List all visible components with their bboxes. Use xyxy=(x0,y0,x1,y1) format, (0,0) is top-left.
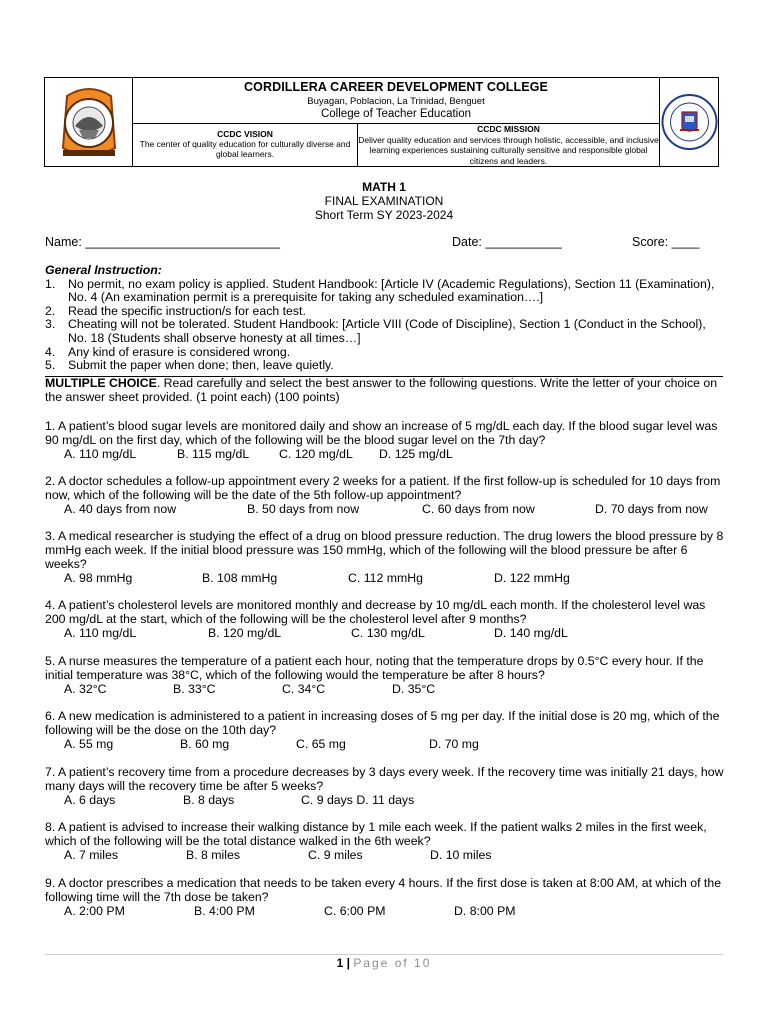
choice-c-d: C. 9 days D. 11 days xyxy=(301,793,415,807)
choice-a: A. 110 mg/dL xyxy=(64,626,137,640)
question-1 xyxy=(45,419,725,461)
page-footer xyxy=(0,956,768,970)
choice-c: C. 34°C xyxy=(282,682,326,696)
question-2 xyxy=(45,474,725,516)
choice-a: A. 2:00 PM xyxy=(64,904,125,918)
teacher-education-seal-icon xyxy=(660,78,719,166)
choices xyxy=(45,737,725,751)
choice-c: C. 120 mg/dL xyxy=(279,447,353,461)
choice-a: A. 7 miles xyxy=(64,848,118,862)
list-item: 4. Any kind of erasure is considered wrong. xyxy=(45,344,291,359)
question-text: 4. A patient’s cholesterol levels are monitored monthly and decrease by 10 mg/dL each month. If the cholesterol level was 200 mg/dL at the start, which of the following will be the cholesterol level after 9 months? xyxy=(45,598,706,626)
page-number: 1 xyxy=(336,956,344,970)
instructions-list xyxy=(45,278,725,373)
question-4 xyxy=(45,598,725,640)
footer-divider xyxy=(45,954,723,955)
choices xyxy=(45,904,725,918)
choice-d: D. 122 mmHg xyxy=(494,571,570,585)
exam-type: FINAL EXAMINATION xyxy=(324,194,444,208)
multiple-choice-instruction xyxy=(45,377,725,404)
page-of-total: Page of 10 xyxy=(353,956,432,970)
mission-cell xyxy=(358,124,659,166)
question-text: 5. A nurse measures the temperature of a patient each hour, noting that the temperature drops by 0.5°C every hour. If the initial temperature was 38°C, which of the following would the temperature be after 8 hours? xyxy=(45,654,704,682)
exam-subject: MATH 1 xyxy=(362,180,406,194)
date-field[interactable]: Date: ___________ xyxy=(452,235,562,249)
page-separator: | xyxy=(343,956,354,970)
question-6 xyxy=(45,709,725,751)
choice-c: C. 60 days from now xyxy=(422,502,535,516)
mission-text: Deliver quality education and services through holistic, accessible, and inclusive learning experiences sustaining culturally sensitive and responsible global citizens and leaders. xyxy=(358,134,659,166)
vision-cell xyxy=(133,124,358,166)
choice-b: B. 120 mg/dL xyxy=(208,626,282,640)
question-text: 1. A patient’s blood sugar levels are monitored daily and show an increase of 5 mg/dL each day. If the blood sugar level was 90 mg/dL on the first day, which of the following will be the blood sugar level on the 7th day? xyxy=(45,419,718,447)
choice-a: A. 6 days xyxy=(64,793,116,807)
choice-c: C. 130 mg/dL xyxy=(351,626,425,640)
choice-d: D. 10 miles xyxy=(430,848,492,862)
exam-term: Short Term SY 2023-2024 xyxy=(314,208,454,222)
list-item: 3. Cheating will not be tolerated. Student Handbook: [Article VIII (Code of Discipline), Section 1 (Conduct in the School), No. 18 (Students shall observe honesty at all times…] xyxy=(45,317,706,345)
choices xyxy=(45,571,725,585)
college-seal-logo xyxy=(45,78,133,166)
mission-title: CCDC MISSION xyxy=(477,124,540,134)
teacher-education-logo xyxy=(659,78,718,166)
choice-b: B. 60 mg xyxy=(180,737,230,751)
college-department: College of Teacher Education xyxy=(320,108,472,120)
question-5 xyxy=(45,654,725,696)
choices xyxy=(45,502,725,516)
choice-b: B. 8 miles xyxy=(186,848,240,862)
list-item: 5. Submit the paper when done; then, leave quietly. xyxy=(45,358,334,373)
question-7 xyxy=(45,765,725,807)
list-item: 1. No permit, no exam policy is applied. Student Handbook: [Article IV (Academic Regulations), Section 11 (Examination), No. 4 (An examination permit is a prerequisite for taking any scheduled examination….] xyxy=(45,276,715,305)
choice-b: B. 115 mg/dL xyxy=(177,447,250,461)
vision-text: The center of quality education for culturally diverse and global learners. xyxy=(139,139,351,159)
choice-d: D. 35°C xyxy=(392,682,436,696)
choice-b: B. 8 days xyxy=(183,793,235,807)
choice-a: A. 32°C xyxy=(64,682,107,696)
college-name: CORDILLERA CAREER DEVELOPMENT COLLEGE xyxy=(244,80,548,94)
name-field[interactable]: Name: ____________________________ xyxy=(45,235,280,249)
question-9 xyxy=(45,876,725,918)
choices xyxy=(45,848,725,862)
choice-b: B. 4:00 PM xyxy=(194,904,255,918)
choice-c: C. 9 miles xyxy=(308,848,363,862)
choice-a: A. 110 mg/dL xyxy=(64,447,137,461)
question-3 xyxy=(45,529,725,585)
choice-b: B. 108 mmHg xyxy=(202,571,278,585)
choice-a: A. 98 mmHg xyxy=(64,571,133,585)
choice-a: A. 40 days from now xyxy=(64,502,177,516)
choices xyxy=(45,447,725,461)
choice-d: D. 140 mg/dL xyxy=(494,626,568,640)
college-info xyxy=(133,78,659,124)
choice-b: B. 50 days from now xyxy=(247,502,360,516)
choice-c: C. 112 mmHg xyxy=(348,571,423,585)
mc-heading: MULTIPLE CHOICE xyxy=(45,376,157,390)
question-text: 3. A medical researcher is studying the effect of a drug on blood pressure reduction. The drug lowers the blood pressure by 8 mmHg each week. If the initial blood pressure was 150 mmHg, which of the following will the blood pressure be after 6 weeks? xyxy=(45,529,724,571)
choice-a: A. 55 mg xyxy=(64,737,114,751)
question-text: 2. A doctor schedules a follow-up appointment every 2 weeks for a patient. If the first follow-up is scheduled for 10 days from now, which of the following will be the date of the 5th follow-up appointment? xyxy=(45,474,721,502)
choice-d: D. 8:00 PM xyxy=(454,904,516,918)
choice-b: B. 33°C xyxy=(173,682,216,696)
choices xyxy=(45,626,725,640)
choices xyxy=(45,793,725,807)
instructions-title: General Instruction: xyxy=(45,263,162,277)
list-item: 2. Read the specific instruction/s for each test. xyxy=(45,303,306,318)
choices xyxy=(45,682,725,696)
choice-d: D. 70 mg xyxy=(429,737,479,751)
choice-d: D. 70 days from now xyxy=(595,502,708,516)
score-field[interactable]: Score: ____ xyxy=(632,235,700,249)
vision-title: CCDC VISION xyxy=(217,129,273,139)
question-text: 6. A new medication is administered to a patient in increasing doses of 5 mg per day. If the initial dose is 20 mg, which of the following will be the dose on the 10th day? xyxy=(45,709,720,737)
choice-c: C. 6:00 PM xyxy=(324,904,386,918)
mc-instruction-text: . Read carefully and select the best answer to the following questions. Write the letter of your choice on the answer sheet provided. (1 point each) (100 points) xyxy=(45,376,718,404)
general-instructions xyxy=(45,264,725,373)
college-seal-icon xyxy=(45,78,133,166)
choice-c: C. 65 mg xyxy=(296,737,346,751)
choice-d: D. 125 mg/dL xyxy=(379,447,453,461)
question-text: 7. A patient’s recovery time from a procedure decreases by 3 days every week. If the recovery time was initially 21 days, how many days will the recovery time be after 5 weeks? xyxy=(45,765,724,793)
question-text: 8. A patient is advised to increase their walking distance by 1 mile each week. If the patient walks 2 miles in the first week, which of the following will be the total distance walked in the 6th week? xyxy=(45,820,707,848)
question-text: 9. A doctor prescribes a medication that needs to be taken every 4 hours. If the first dose is taken at 8:00 AM, at which of the following time will the 7th dose be taken? xyxy=(45,876,722,904)
college-address: Buyagan, Poblacion, La Trinidad, Benguet xyxy=(307,96,485,107)
school-header xyxy=(44,77,719,167)
question-8 xyxy=(45,820,725,862)
